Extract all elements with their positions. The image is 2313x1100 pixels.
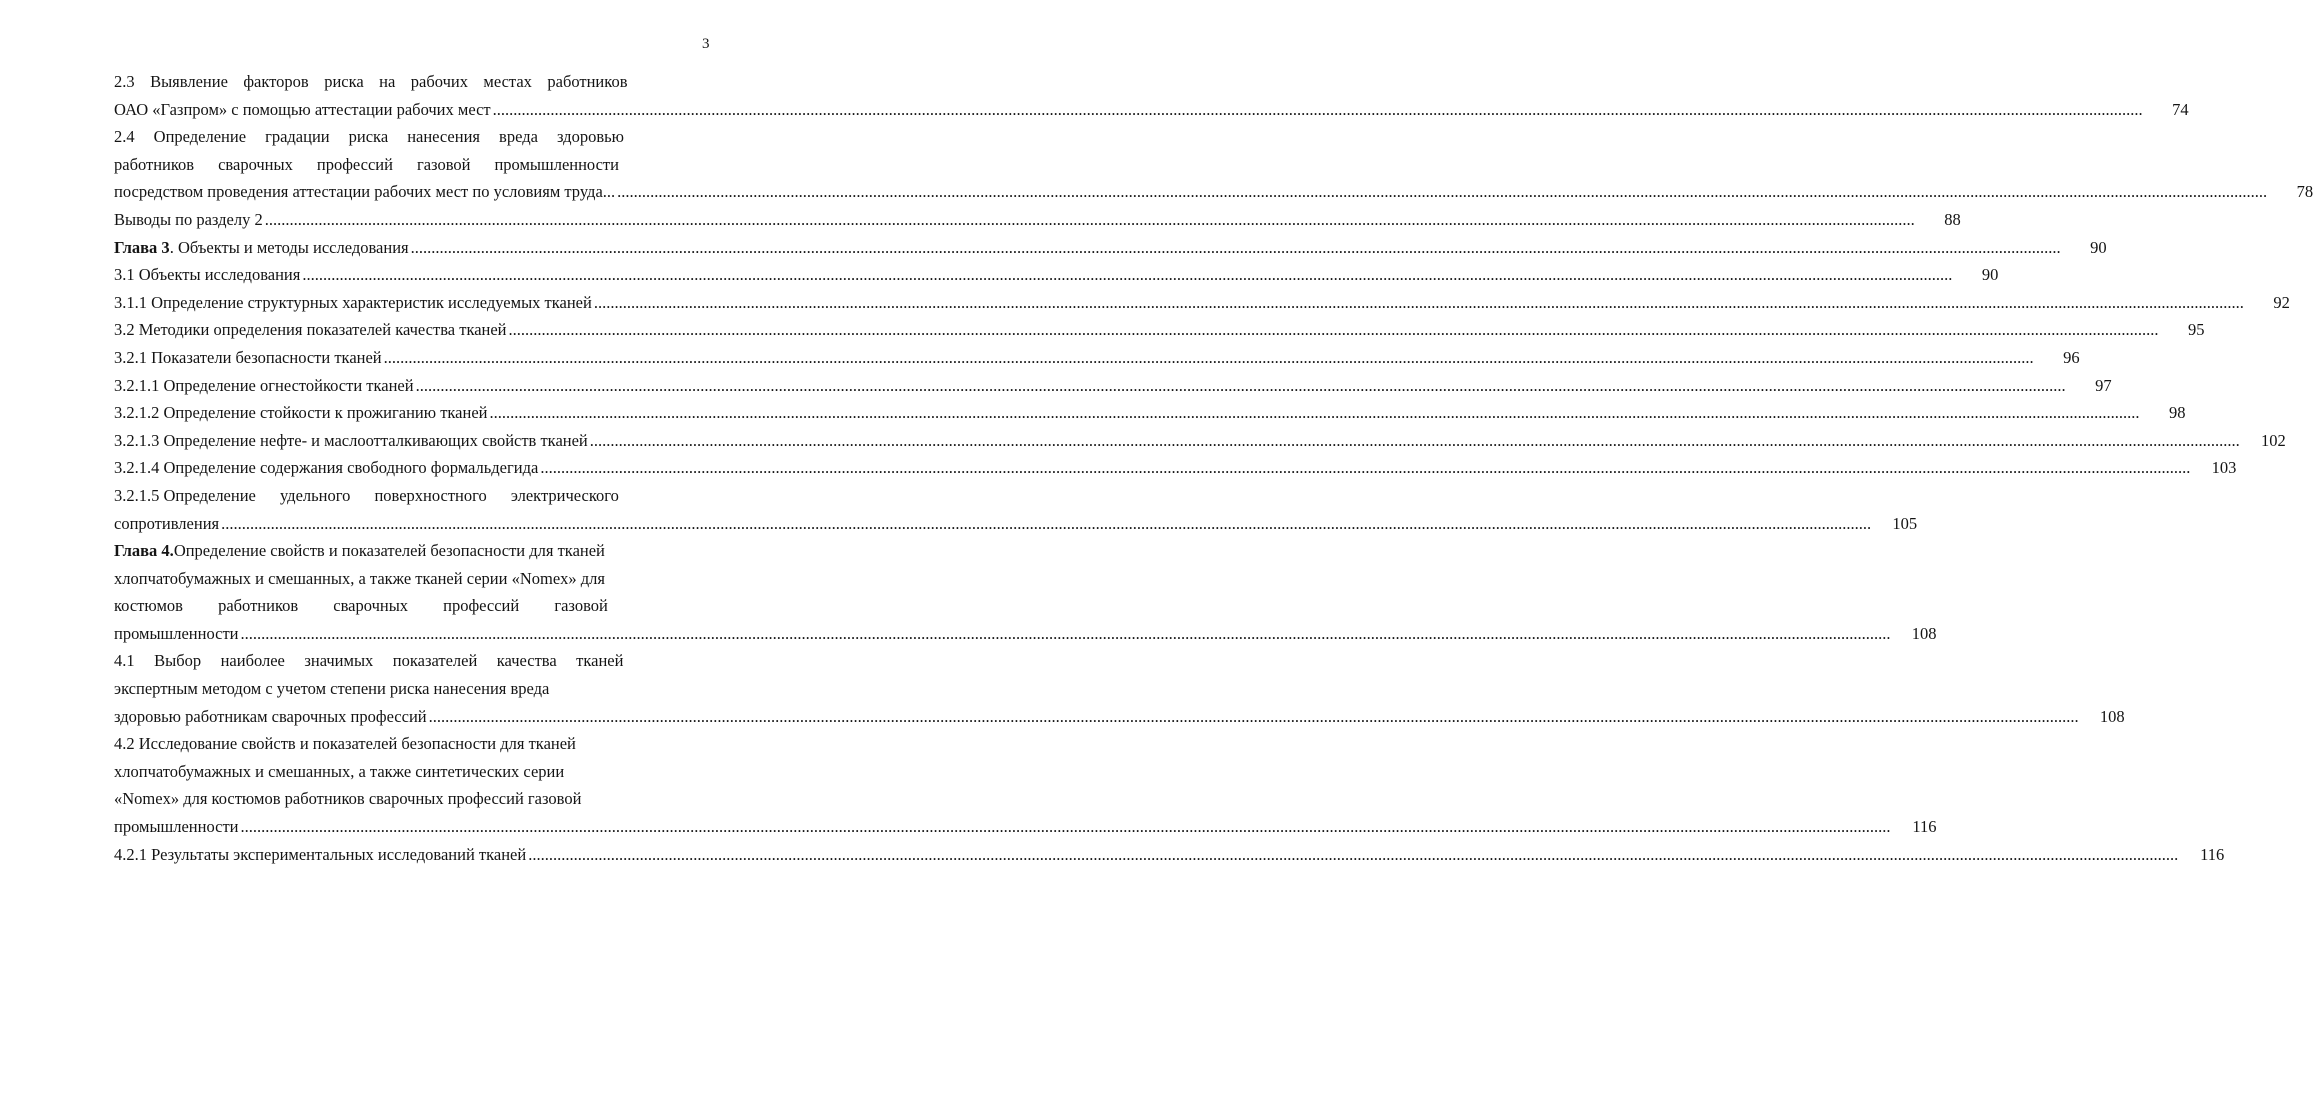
toc-page-number: 102 xyxy=(2261,430,2286,450)
toc-word: риска xyxy=(348,127,389,147)
toc-word: местах xyxy=(483,72,532,91)
toc-word: 2.4 xyxy=(114,127,135,147)
toc-entry xyxy=(114,647,2125,730)
toc-word: здоровью xyxy=(556,127,624,147)
toc-text: ОАО «Газпром» с помощью аттестации рабочих мест xyxy=(114,99,491,119)
toc-word: 4.1 xyxy=(114,651,135,671)
toc-page-number: 103 xyxy=(2211,458,2237,478)
toc-entry xyxy=(114,68,2189,123)
toc-page-number: 95 xyxy=(2188,320,2205,340)
chapter-label: Глава 4. xyxy=(114,541,174,561)
toc-text: экспертным методом с учетом степени риска нанесения вреда xyxy=(114,679,550,699)
toc-line xyxy=(114,316,2205,344)
toc-text: 3.2.1.2 Определение стойкости к прожиганию тканей xyxy=(114,403,488,423)
toc-text: 3.1.1 Определение структурных характеристик исследуемых тканей xyxy=(114,292,592,312)
toc-page-number: 74 xyxy=(2172,99,2189,119)
toc-entry xyxy=(114,289,2290,317)
toc-entry xyxy=(114,372,2112,400)
toc-line xyxy=(114,482,687,510)
toc-entry xyxy=(114,261,1999,289)
dot-leader: ................................................................................................................................................................................................................................................................................................................................................................................................................ xyxy=(540,458,2191,478)
dot-leader: ................................................................................................................................................................................................................................................................................................................................................................................................................ xyxy=(415,375,2066,395)
toc-text: 4.2.1 Результаты экспериментальных исследований тканей xyxy=(114,844,527,864)
toc-page-number: 108 xyxy=(1911,623,1937,643)
toc-line xyxy=(114,813,1937,841)
toc-word: профессий xyxy=(443,596,520,616)
toc-line xyxy=(114,68,687,96)
dot-leader: ................................................................................................................................................................................................................................................................................................................................................................................................................ xyxy=(240,817,1891,837)
toc-line xyxy=(114,758,687,786)
toc-word: 2.3 xyxy=(114,72,135,91)
page-number: 3 xyxy=(702,36,710,52)
toc-line xyxy=(114,592,687,620)
toc-word: Определение xyxy=(153,127,247,147)
toc-text: 3.2.1 Показатели безопасности тканей xyxy=(114,347,382,367)
toc-line xyxy=(114,344,2080,372)
toc-word: Выявление xyxy=(150,72,228,91)
dot-leader: ................................................................................................................................................................................................................................................................................................................................................................................................................ xyxy=(302,265,1953,285)
toc-text: Выводы по разделу 2 xyxy=(114,209,263,229)
toc-line xyxy=(114,647,687,675)
toc-line xyxy=(114,785,687,813)
toc-line xyxy=(114,537,687,565)
toc-page-number: 90 xyxy=(2090,237,2107,257)
toc-word: показателей xyxy=(392,651,478,671)
toc-word: 3.2.1.5 Определение xyxy=(114,485,256,505)
toc-line xyxy=(114,96,2189,124)
dot-leader: ................................................................................................................................................................................................................................................................................................................................................................................................................ xyxy=(589,430,2240,450)
dot-leader: ................................................................................................................................................................................................................................................................................................................................................................................................................ xyxy=(221,513,1872,533)
toc-page-number: 116 xyxy=(2200,844,2225,864)
toc-page-number: 78 xyxy=(2296,182,2313,202)
dot-leader: ................................................................................................................................................................................................................................................................................................................................................................................................................ xyxy=(617,182,2268,202)
toc-text: 4.2 Исследование свойств и показателей безопасности для тканей xyxy=(114,734,576,754)
dot-leader: ................................................................................................................................................................................................................................................................................................................................................................................................................ xyxy=(383,347,2034,367)
toc-line xyxy=(114,289,2290,317)
toc-line xyxy=(114,841,2225,869)
toc-word: факторов xyxy=(243,72,309,91)
toc-page-number: 96 xyxy=(2063,347,2080,367)
table-of-contents xyxy=(114,68,2313,868)
toc-entry xyxy=(114,123,2313,206)
toc-entry xyxy=(114,206,1961,234)
toc-word: качества xyxy=(496,651,557,671)
toc-entry xyxy=(114,841,2225,869)
toc-line xyxy=(114,261,1999,289)
toc-entry xyxy=(114,316,2205,344)
chapter-label: Глава 3 xyxy=(114,237,170,257)
toc-text: Определение свойств и показателей безопасности для тканей xyxy=(173,541,605,561)
dot-leader: ................................................................................................................................................................................................................................................................................................................................................................................................................ xyxy=(528,844,2179,864)
toc-text: здоровью работникам сварочных профессий xyxy=(114,706,427,726)
toc-word: вреда xyxy=(499,127,538,147)
dot-leader: ................................................................................................................................................................................................................................................................................................................................................................................................................ xyxy=(492,99,2143,119)
toc-entry xyxy=(114,537,1937,647)
dot-leader: ................................................................................................................................................................................................................................................................................................................................................................................................................ xyxy=(428,706,2079,726)
dot-leader: ................................................................................................................................................................................................................................................................................................................................................................................................................ xyxy=(264,209,1915,229)
toc-text: 3.1 Объекты исследования xyxy=(114,265,301,285)
toc-text: сопротивления xyxy=(114,513,220,533)
toc-text: посредством проведения аттестации рабочих мест по условиям труда... xyxy=(114,182,616,202)
toc-word: электрического xyxy=(510,485,619,505)
toc-word: удельного xyxy=(279,485,351,505)
toc-word: газовой xyxy=(554,596,608,616)
toc-line xyxy=(114,454,2237,482)
toc-word: наиболее xyxy=(220,651,285,671)
toc-page-number: 105 xyxy=(1892,513,1918,533)
toc-line xyxy=(114,151,687,179)
toc-line xyxy=(114,730,687,758)
toc-page-number: 98 xyxy=(2169,403,2186,423)
toc-word: значимых xyxy=(304,651,374,671)
toc-word: риска xyxy=(324,72,364,91)
toc-line xyxy=(114,234,2107,262)
dot-leader: ................................................................................................................................................................................................................................................................................................................................................................................................................ xyxy=(410,237,2061,257)
toc-line xyxy=(114,206,1961,234)
dot-leader: ................................................................................................................................................................................................................................................................................................................................................................................................................ xyxy=(489,403,2140,423)
toc-line xyxy=(114,372,2112,400)
toc-word: работников xyxy=(547,72,628,91)
toc-text: хлопчатобумажных и смешанных, а также синтетических серии xyxy=(114,761,565,781)
dot-leader: ................................................................................................................................................................................................................................................................................................................................................................................................................ xyxy=(508,320,2159,340)
toc-entry xyxy=(114,427,2286,455)
toc-word: градации xyxy=(265,127,330,147)
toc-text: . Объекты и методы исследования xyxy=(169,237,409,257)
toc-word: тканей xyxy=(576,651,624,671)
toc-text: 3.2.1.3 Определение нефте- и маслоотталкивающих свойств тканей xyxy=(114,430,588,450)
toc-word: промышленности xyxy=(494,154,619,174)
toc-text: хлопчатобумажных и смешанных, а также тканей серии «Nomex» для xyxy=(114,568,606,588)
toc-line xyxy=(114,510,1918,538)
toc-text: промышленности xyxy=(114,817,239,837)
toc-word: работников xyxy=(218,596,299,616)
toc-entry xyxy=(114,482,1918,537)
toc-text: «Nomex» для костюмов работников сварочных профессий газовой xyxy=(114,789,582,809)
toc-page-number: 92 xyxy=(2273,292,2290,312)
toc-line xyxy=(114,123,687,151)
toc-word: газовой xyxy=(416,154,471,174)
dot-leader: ................................................................................................................................................................................................................................................................................................................................................................................................................ xyxy=(593,292,2244,312)
toc-word: поверхностного xyxy=(374,485,487,505)
toc-word: рабочих xyxy=(410,72,468,91)
toc-word: костюмов xyxy=(114,596,183,616)
toc-line xyxy=(114,399,2186,427)
toc-line xyxy=(114,620,1937,648)
toc-word: работников xyxy=(114,154,195,174)
toc-page-number: 108 xyxy=(2099,706,2125,726)
toc-line xyxy=(114,675,687,703)
toc-word: сварочных xyxy=(333,596,409,616)
toc-entry xyxy=(114,730,1937,840)
toc-word: сварочных xyxy=(218,154,293,174)
toc-line xyxy=(114,703,2125,731)
toc-line xyxy=(114,178,2313,206)
toc-text: 3.2.1.4 Определение содержания свободного формальдегида xyxy=(114,458,539,478)
toc-page-number: 97 xyxy=(2095,375,2112,395)
toc-entry xyxy=(114,344,2080,372)
toc-entry xyxy=(114,454,2237,482)
dot-leader: ................................................................................................................................................................................................................................................................................................................................................................................................................ xyxy=(240,623,1891,643)
toc-entry xyxy=(114,234,2107,262)
toc-text: 3.2 Методики определения показателей качества тканей xyxy=(114,320,507,340)
toc-line xyxy=(114,565,687,593)
toc-entry xyxy=(114,399,2186,427)
toc-page-number: 90 xyxy=(1981,265,1999,285)
toc-word: профессий xyxy=(316,154,393,174)
toc-text: промышленности xyxy=(114,623,239,643)
toc-text: 3.2.1.1 Определение огнестойкости тканей xyxy=(114,375,414,395)
toc-page-number: 116 xyxy=(1912,817,1937,837)
toc-page-number: 88 xyxy=(1944,209,1961,229)
toc-word: на xyxy=(379,72,396,91)
toc-word: Выбор xyxy=(154,651,202,671)
toc-word: нанесения xyxy=(407,127,481,147)
toc-line xyxy=(114,427,2286,455)
